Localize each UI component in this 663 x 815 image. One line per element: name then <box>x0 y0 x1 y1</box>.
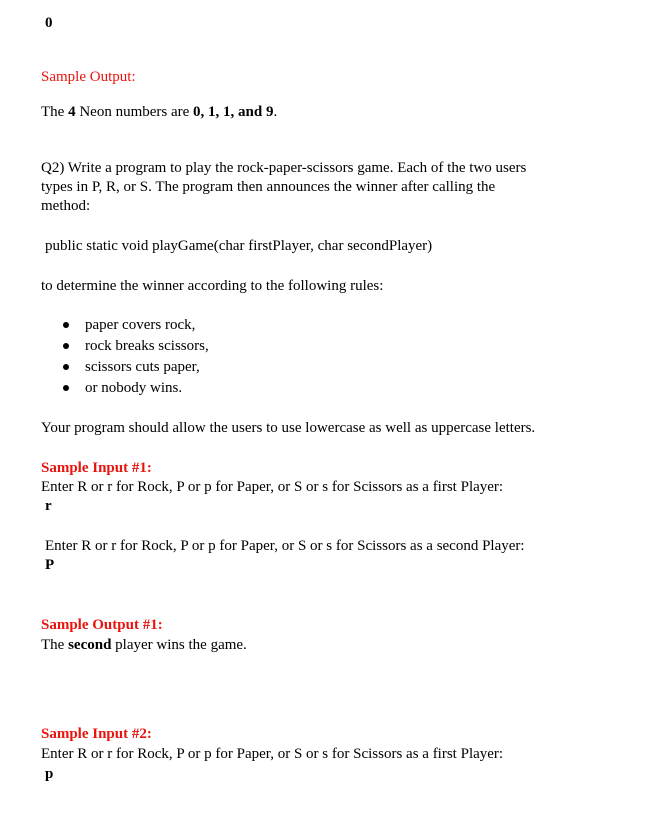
sample-input-2-heading: Sample Input #2: <box>41 726 152 742</box>
sample-2-first-value: p <box>45 766 54 782</box>
rules-intro: to determine the winner according to the following rules: <box>41 278 384 294</box>
rule-item: rock breaks scissors, <box>58 337 209 358</box>
bullet-icon <box>63 364 69 370</box>
q2-line-3: method: <box>41 198 91 214</box>
sample-output-1-heading: Sample Output #1: <box>41 617 163 633</box>
sample-1-first-prompt: Enter R or r for Rock, P or p for Paper, or S or s for Scissors as a first Player: <box>41 479 504 495</box>
rule-item: scissors cuts paper, <box>58 358 209 379</box>
case-note: Your program should allow the users to use lowercase as well as uppercase letters. <box>41 420 536 436</box>
top-value: 0 <box>45 15 53 31</box>
rules-list <box>58 316 209 400</box>
sample-1-second-prompt: Enter R or r for Rock, P or p for Paper, or S or s for Scissors as a second Player: <box>45 538 525 554</box>
bullet-icon <box>63 385 69 391</box>
sample-1-second-value: P <box>45 557 55 573</box>
q2-line-2: types in P, R, or S. The program then announces the winner after calling the <box>41 179 496 195</box>
bullet-icon <box>63 343 69 349</box>
sample-output-heading: Sample Output: <box>41 69 136 85</box>
sample-input-1-heading: Sample Input #1: <box>41 460 152 476</box>
rule-item: or nobody wins. <box>58 379 209 400</box>
sample-1-first-value: r <box>45 498 52 514</box>
bullet-icon <box>63 322 69 328</box>
q2-line-1: Q2) Write a program to play the rock-paper-scissors game. Each of the two users <box>41 160 527 176</box>
sample-2-first-prompt: Enter R or r for Rock, P or p for Paper, or S or s for Scissors as a first Player: <box>41 746 504 762</box>
method-signature: public static void playGame(char firstPlayer, char secondPlayer) <box>45 238 433 254</box>
sample-output-1-text: The second player wins the game. <box>41 637 247 653</box>
neon-result: The 4 Neon numbers are 0, 1, 1, and 9. <box>41 104 278 120</box>
rule-item: paper covers rock, <box>58 316 209 337</box>
